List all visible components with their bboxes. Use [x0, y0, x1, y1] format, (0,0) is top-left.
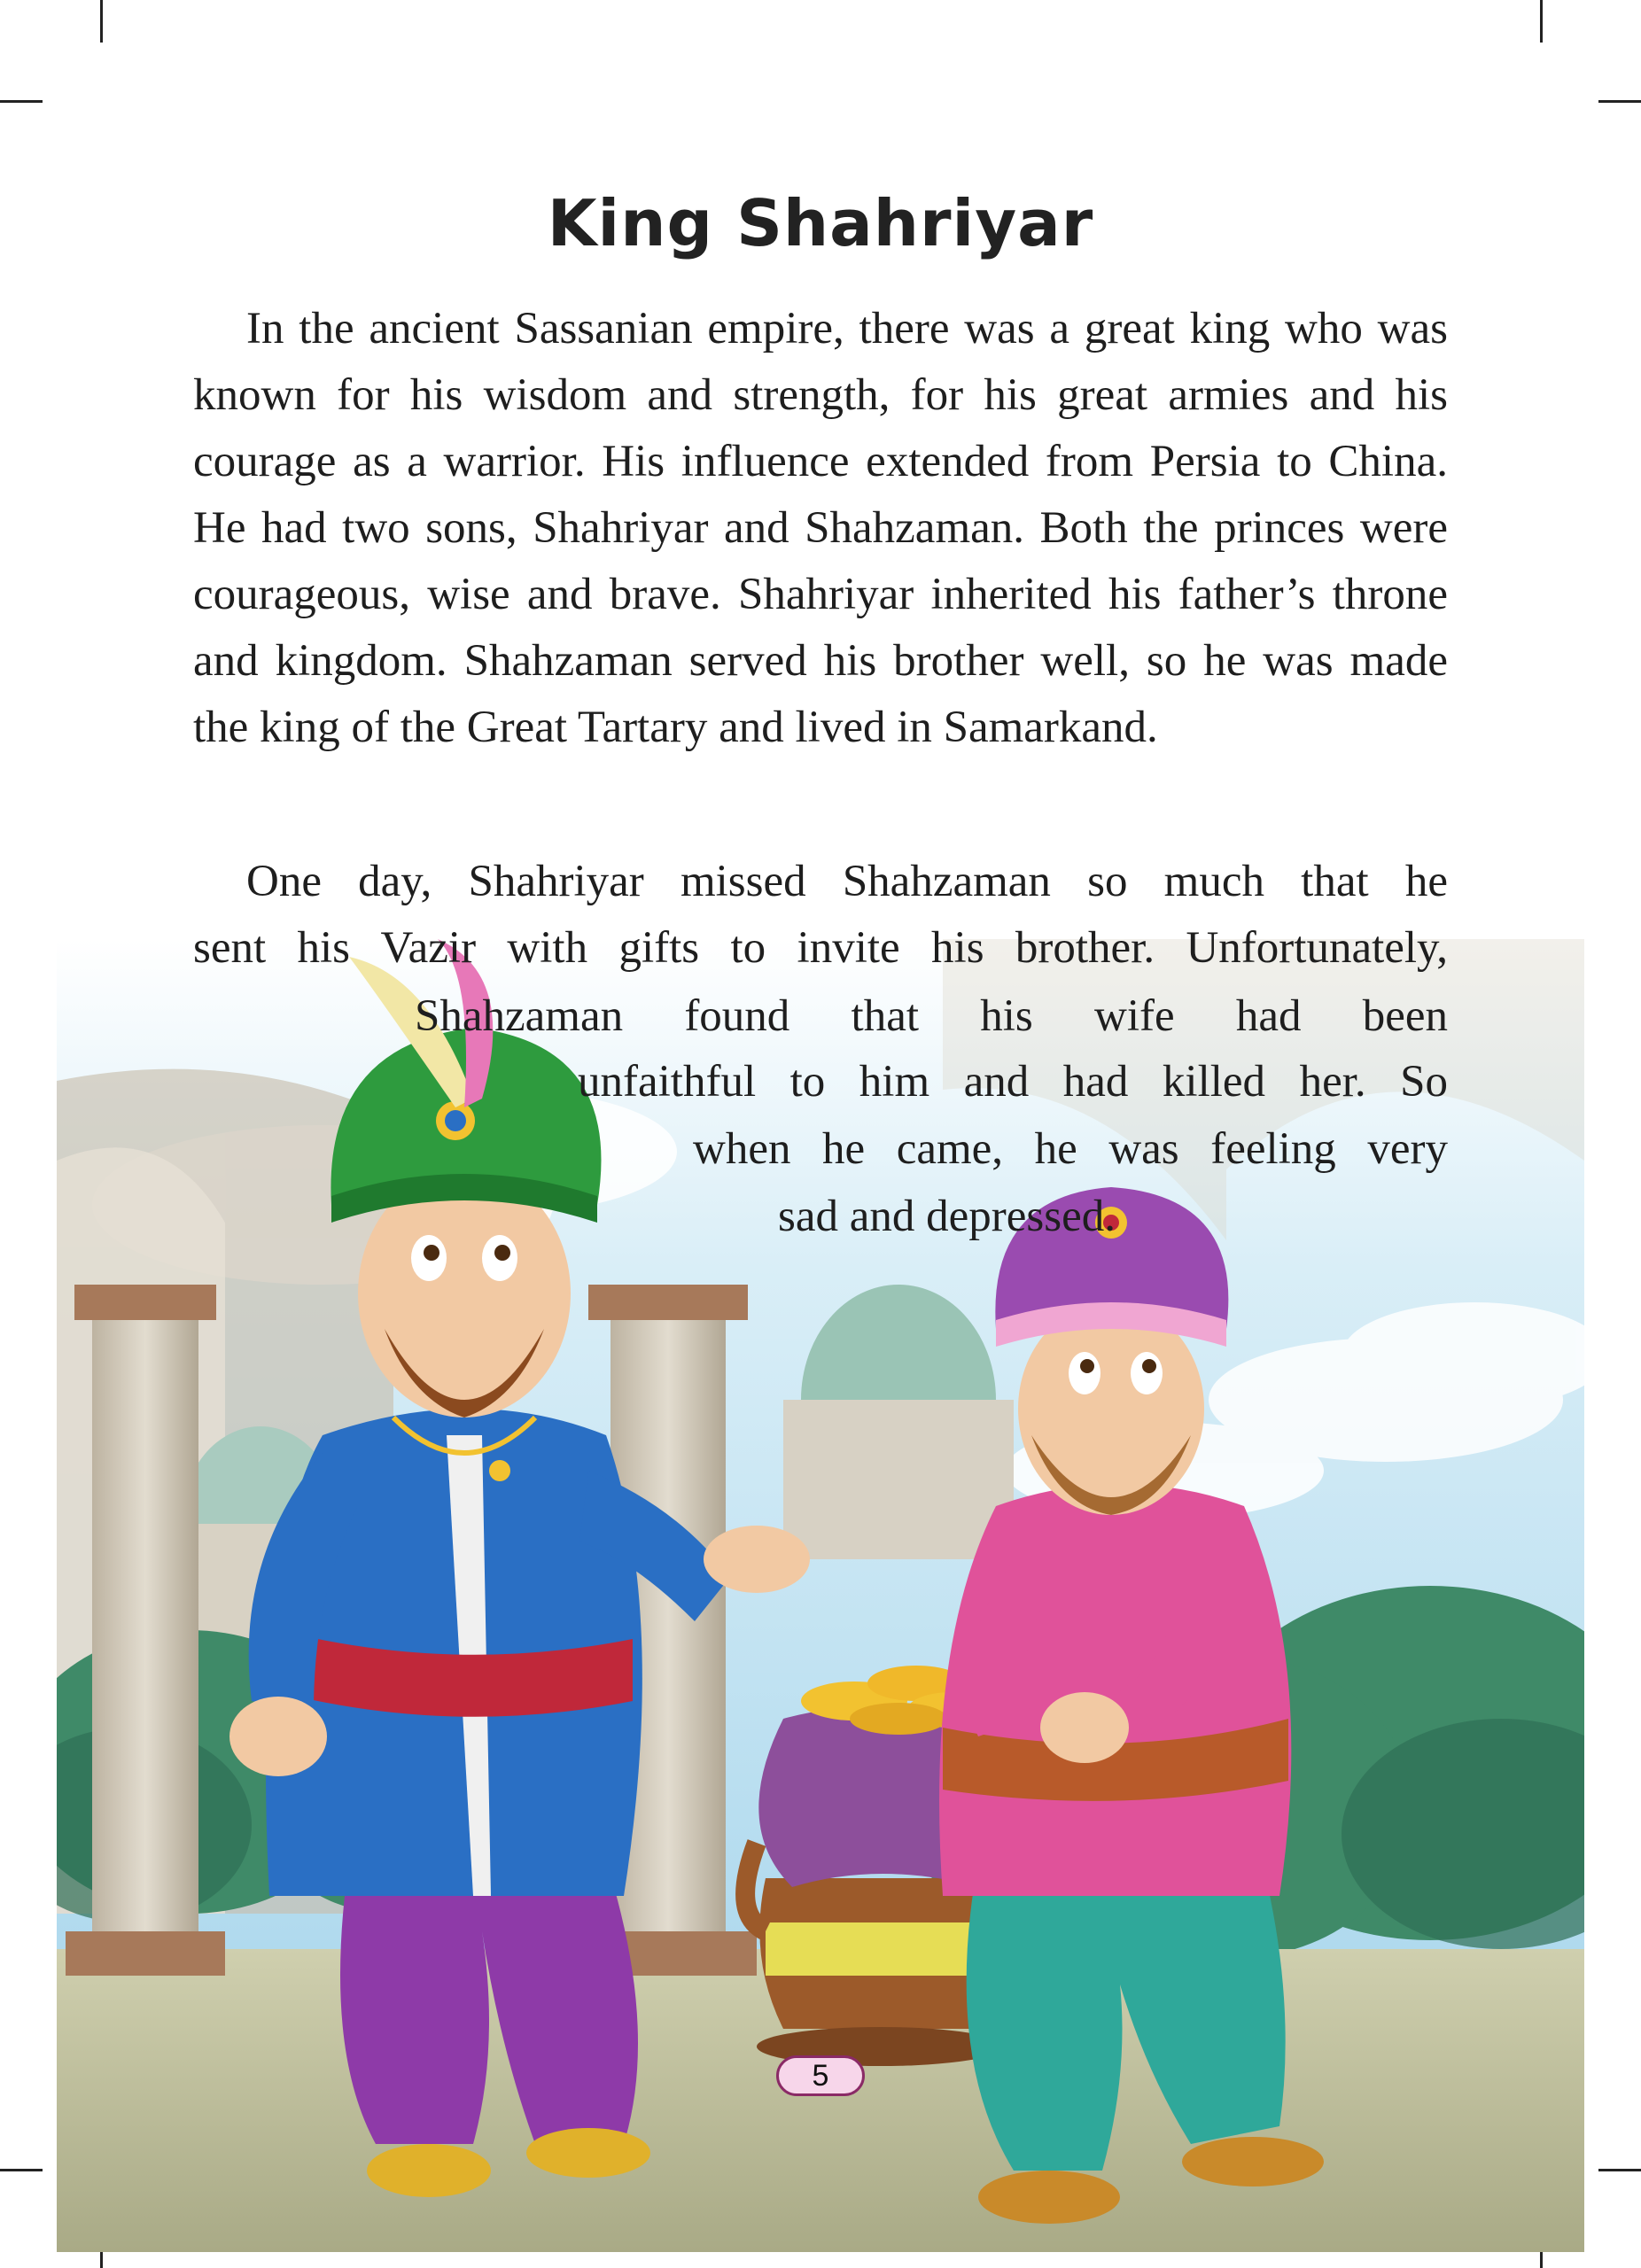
crop-mark-bottom-left-h [0, 2169, 43, 2171]
page-number: 5 [812, 2058, 829, 2093]
paragraph-2-line-6: sad and depressed. [778, 1192, 1116, 1241]
crop-mark-top-left-v [100, 0, 103, 43]
page-title: King Shahriyar [547, 186, 1094, 260]
page-number-badge [776, 2055, 865, 2096]
crop-mark-top-right-v [1540, 0, 1543, 43]
paragraph-1: In the ancient Sassanian empire, there was a great king who was known for his wisdom and strength, for his great armies and his courage as a warrior. His influence extended from Persia to China. He had two sons, Shahriyar and Shahzaman. Both the princes were courageous, wise and brave. Shahriyar inherited his father’s throne and kingdom. Shahzaman served his brother well, so he was made the king of the Great Tartary and lived in Samarkand. [193, 304, 1448, 752]
paragraph-2-line-5: when he came, he was feeling very [693, 1124, 1448, 1174]
crop-mark-bottom-right-h [1598, 2169, 1641, 2171]
paragraph-2-line-3: Shahzaman found that his wife had been [415, 991, 1448, 1041]
paragraph-2-line-4: unfaithful to him and had killed her. So [578, 1057, 1448, 1107]
paragraph-2-line-1: One day, Shahriyar missed Shahzaman so much that he [246, 857, 1448, 906]
crop-mark-top-right-h [1598, 100, 1641, 103]
paragraph-2-line-2: sent his Vazir with gifts to invite his brother. Unfortunately, [193, 923, 1448, 973]
crop-mark-top-left-h [0, 100, 43, 103]
